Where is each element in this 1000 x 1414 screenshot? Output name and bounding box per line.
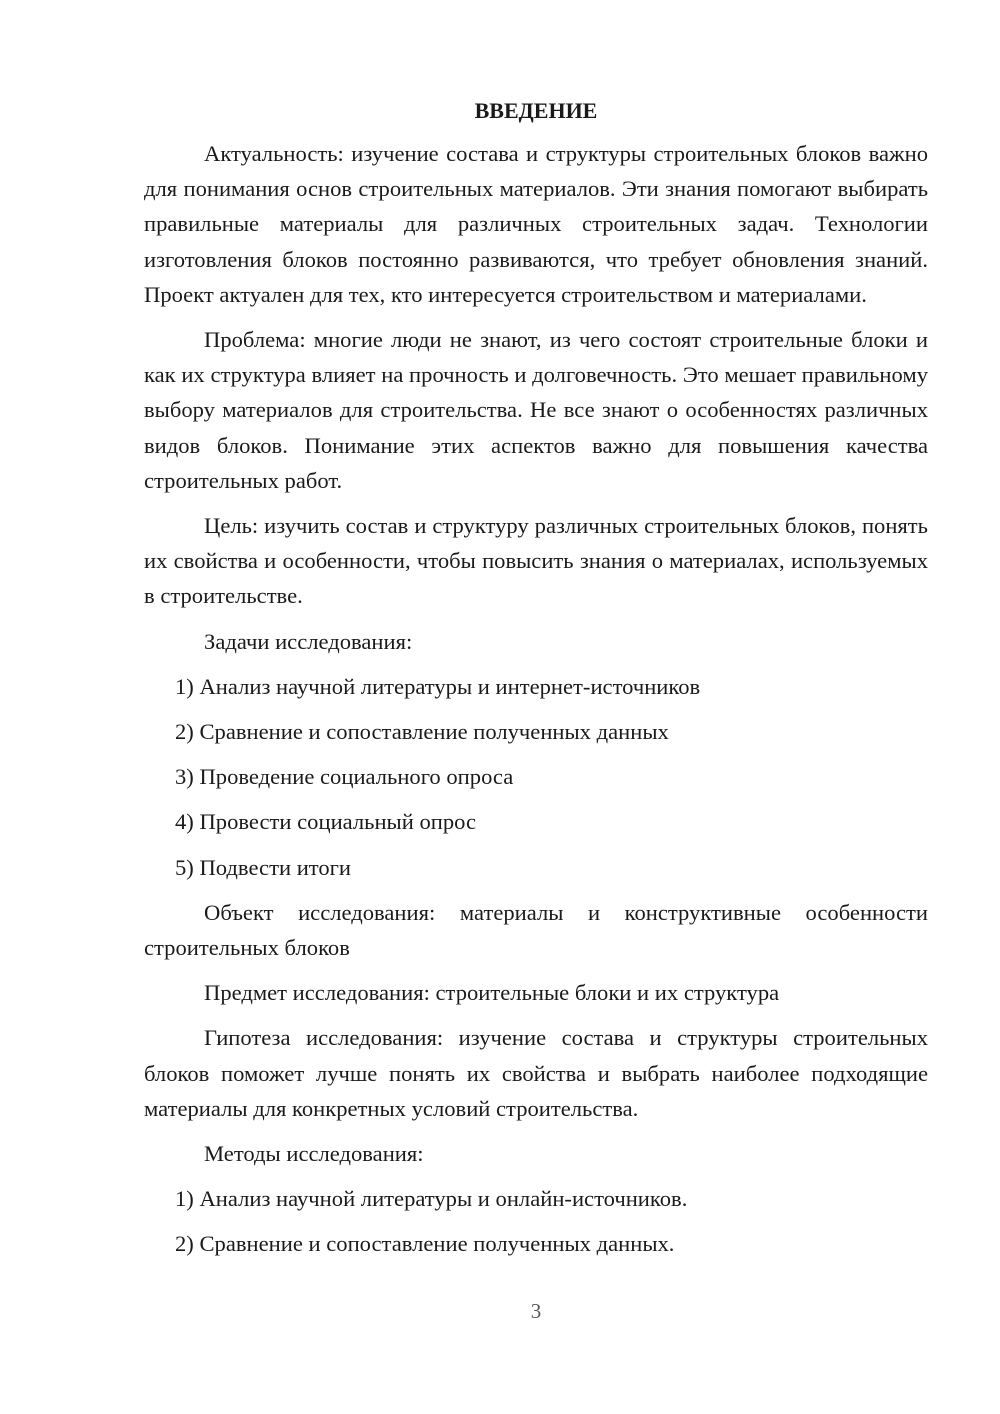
relevance-paragraph: Актуальность: изучение состава и структуры строительных блоков важно для понимания основ строительных материалов. Эти знания помогают выбирать правильные материалы для различных строительных задач. Технологии изготовления блоков постоянно развиваются, что требует обновления знаний. Проект актуален для тех, кто интересуется строительством и материалами.: [144, 141, 928, 307]
hypothesis-paragraph: Гипотеза исследования: изучение состава и структуры строительных блоков поможет лучше понять их свойства и выбрать наиболее подходящие материалы для конкретных условий строительства.: [144, 1025, 928, 1121]
list-item: 3) Проведение социального опроса: [175, 764, 514, 790]
list-item: 5) Подвести итоги: [175, 854, 352, 880]
list-item: 2) Сравнение и сопоставление полученных данных: [175, 719, 669, 745]
tasks-list: [144, 669, 928, 885]
object-paragraph: Объект исследования: материалы и конструктивные особенности строительных блоков: [144, 899, 928, 961]
list-item: 1) Анализ научной литературы и интернет-источников: [175, 673, 701, 699]
methods-heading: Методы исследования:: [204, 1141, 424, 1167]
subject-paragraph: Предмет исследования: строительные блоки и их структура: [204, 980, 780, 1006]
list-item: 2) Сравнение и сопоставление полученных данных.: [175, 1231, 675, 1257]
list-item: 4) Провести социальный опрос: [175, 809, 477, 835]
problem-paragraph: Проблема: многие люди не знают, из чего состоят строительные блоки и как их структура влияет на прочность и долговечность. Это мешает правильному выбору материалов для строительства. Не все знают о особенностях различных видов блоков. Понимание этих аспектов важно для повышения качества строительных работ.: [144, 327, 928, 493]
list-item: 1) Анализ научной литературы и онлайн-источников.: [175, 1186, 688, 1212]
methods-list: [144, 1181, 928, 1261]
page-title: ВВЕДЕНИЕ: [474, 98, 598, 123]
document-page: [144, 94, 928, 1272]
goal-paragraph: Цель: изучить состав и структуру различных строительных блоков, понять их свойства и особенности, чтобы повысить знания о материалах, используемых в строительстве.: [144, 513, 928, 609]
page-number: 3: [530, 1299, 542, 1323]
tasks-heading: Задачи исследования:: [204, 628, 413, 654]
